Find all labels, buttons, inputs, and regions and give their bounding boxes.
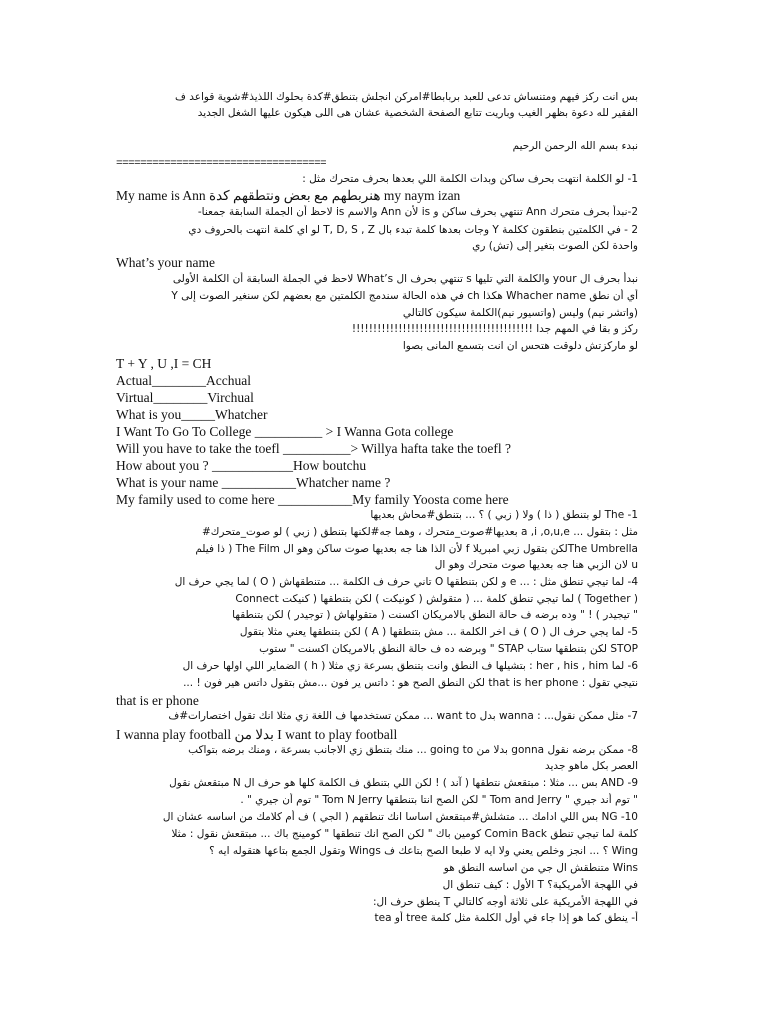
text-line-36: that is er phone — [116, 693, 199, 708]
text-line-32: 5- لما يجي حرف ال ( O ) ف اخر الكلمة ... مش بتنطقها ( A ) لكن بتنطقها يعني مثلا بتقول — [239, 626, 638, 638]
text-line-14: ركز و بقا في المهم جدا !!!!!!!!!!!!!!!!!!!!!!!!!!!!!!!!!!!!!!!!!!! — [351, 323, 638, 335]
text-line-17: Actual________Acchual — [116, 373, 251, 388]
text-line-7: 2-نبدأ بحرف متحرك Ann تنتهي بحرف ساكن و is لأن Ann والاسم is لاحظ أن الجملة السابقة جمعنا- — [197, 206, 638, 218]
text-line-24: My family used to come here ___________My family Yoosta come here — [116, 492, 509, 507]
text-line-28: u لان الزبي هنا جه بعديها صوت متحرك وهو ال — [434, 559, 638, 571]
text-line-9: واحدة لكن الصوت بتغير إلى (تش) ري — [472, 240, 638, 252]
text-line-45: Wing ؟ ... انجز وخلص يعني ولا ايه لا طبعا الصح بتاعك ف Wings وتقول الجمع بتاعها هتقوله ايه ؟ — [209, 845, 638, 857]
text-line-20: I Want To Go To College __________ > I Wanna Gota college — [116, 424, 454, 439]
text-line-21: Will you have to take the toefl __________> Willya hafta take the toefl ? — [116, 441, 512, 456]
text-line-39: 8- ممكن برضه نقول gonna بدلا من going to ... منك بتنطق زي الاجانب بسرعة ، ومنك برضه بتواكب — [188, 744, 638, 756]
text-line-30: ( Together ) لما تيجي تنطق كلمة ... ( متقولش ( كونيكت ) لكن بتنطقها ( كنيكت Connect — [235, 593, 638, 605]
text-line-22: How about you ? ____________How boutchu — [116, 458, 367, 473]
text-line-37: 7- مثل ممكن نقول... : wanna بدل want to ... ممكن تستخدمها ف اللغة زي مثلا انك تقول اختصارات#ف — [168, 710, 638, 722]
text-line-5: 1- لو الكلمة انتهت بحرف ساكن وبدات الكلمة اللي بعدها بحرف متحرك مثل : — [302, 173, 638, 185]
text-line-48: في اللهجة الأمريكية على ثلاثة أوجه كالتالي T ينطق حرف ال: — [372, 896, 638, 908]
text-line-18: Virtual________Virchual — [116, 390, 254, 405]
text-line-10: What’s your name — [116, 255, 215, 270]
text-line-23: What is your name ___________Whatcher name ? — [116, 475, 391, 490]
text-line-6: My name is Ann هنربطهم مع بعض ونتطقهم كدة my naym izan — [116, 188, 461, 203]
text-line-11: نبدأ بحرف ال your والكلمة التي تليها s تنتهي بحرف ال What’s لاحظ في الجملة السابقة أن الكلمة الأولى — [172, 273, 638, 285]
text-line-1: بس انت ركز فيهم ومتنساش تدعى للعبد بربابطا#امركن انجلش بتنطق#كدة بحلوك اللذيذ#شوية قواعد ف — [174, 91, 638, 103]
text-line-44: كلمة لما تيجي تنطق Comin Back كومين باك " لكن الصح انك تنطقها " كومينج باك ... مبتقعش نقول : مثلا — [171, 828, 638, 840]
text-line-3: نبدء بسم الله الرحمن الرحيم — [512, 140, 638, 152]
text-line-31: " تيجيدر ) ! " وده برضه ف حالة النطق بالامريكان اكسنت ( متقولهاش ( توجيدر ) لكن بتنطقها — [232, 609, 638, 621]
text-line-38: I wanna play football بدلا من I want to play football — [116, 727, 398, 742]
text-line-40: العصر بكل ماهو جديد — [545, 760, 638, 772]
text-line-26: مثل : بتقول ... a ,i ,o,u,e بعديها#صوت_متحرك ، وهما جه#لكنها بتنطق ( زبي ) لو صوت_متحرك# — [201, 526, 638, 538]
text-line-41: 9- AND بس ... مثلا : مبتقعش نتطقها ( آند ) ! لكن اللي بتنطق ف الكلمة كلها هو حرف ال N مبتقعش نقول — [169, 777, 638, 789]
text-line-47: في اللهجة الأمريكية؟ T الأول : كيف تنطق ال — [442, 879, 638, 891]
text-line-33: STOP لكن بتنطقها ستاب STAP " وبرضه ده ف حالة النطق بالامريكان اكسنت " ستوب — [259, 643, 638, 655]
text-line-34: 6- لما her , his , him : بتشيلها ف النطق وانت بتنطق بسرعة زي مثلا ( h ) الضماير اللي اولها حرف ال — [182, 660, 638, 672]
text-line-27: The Umbrellaلكن بتقول زبي امبريلا f لأن الذا هنا جه بعديها صوت ساكن وهو ال The Film ( ذا فيلم — [195, 543, 638, 555]
text-line-13: (واتشر نيم) وليس (واتسيور نيم)الكلمة سيكون كالتالي — [402, 307, 638, 319]
text-line-16: T + Y , U ,I = CH — [116, 356, 212, 371]
text-line-25: 1- The لو بتنطق ( ذا ) ولا ( زبي ) ؟ ... بتنطق#محاش بعديها — [370, 509, 638, 521]
text-line-4: =================================== — [116, 158, 327, 170]
text-line-46: Wins متنطقش ال جي من اساسه النطق هو — [443, 862, 638, 874]
text-line-15: لو ماركزتش دلوقت هتحس ان انت بتسمع المانى بصوا — [402, 340, 638, 352]
text-line-49: أ- ينطق كما هو إذا جاء في أول الكلمة مثل كلمة tree أو tea — [374, 912, 638, 924]
text-line-8: 2 - في الكلمتين بنطقون ككلمة Y وجات بعدها كلمة تبدء بال T, D, S , Z لو اي كلمة انتهت بالحروف دي — [188, 224, 638, 236]
text-line-43: 10- NG بس اللي ادامك ... متشلش#مبتقعش اساسا انك تنطقهم ( الجي ) ف أم كلامك من اساسه عشان ال — [162, 811, 638, 823]
text-line-35: نتيجي تقول : that is her phone لكن النطق الصح هو : داتس ير فون ...مش بتقول داتس هير فون ! ... — [183, 677, 638, 689]
text-line-19: What is you_____Whatcher — [116, 407, 268, 422]
text-line-29: 4- لما تيجي تنطق مثل : ... e و لكن بتنطقها O تاني حرف ف الكلمة ... متنطقهاش ( O ) لما يجي حرف ال — [174, 576, 638, 588]
text-line-42: " توم أند جيري " Tom and Jerry " لكن الصح انتا بتنطقها Tom N Jerry " توم أن جيري " . — [240, 794, 638, 806]
text-line-2: الفقير لله دعوة بظهر الغيب وباريت تتابع الصفحة الشخصية عشان هى اللى هيكون عليها الشغل الجديد — [197, 107, 638, 119]
text-line-12: أي أن نطق Whacher name هكذا ch في هذه الحالة سندمج الكلمتين مع بعضهم لكن سنغير الصوت إلى Y — [171, 290, 638, 302]
